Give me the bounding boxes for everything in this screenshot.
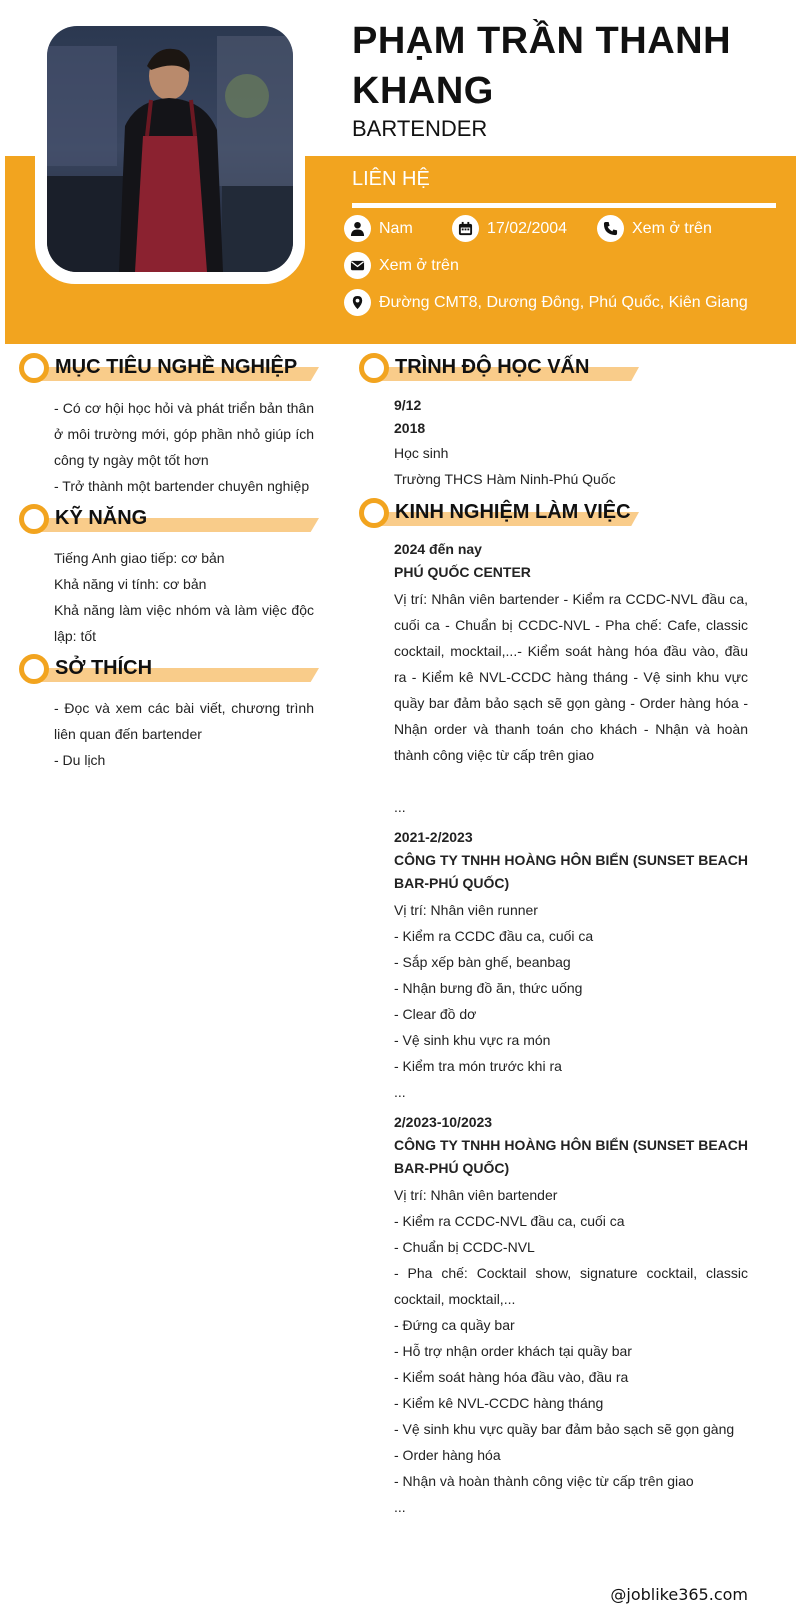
skills-content xyxy=(54,545,314,649)
profile-photo xyxy=(47,26,293,272)
birthday-value: 17/02/2004 xyxy=(487,219,568,237)
education-year: 2018 xyxy=(394,420,426,436)
job-line: ... xyxy=(394,1499,406,1515)
user-icon xyxy=(344,215,371,242)
job-company: CÔNG TY TNHH HOÀNG HÔN BIỂN (SUNSET BEACH BAR-PHÚ QUỐC) xyxy=(394,852,748,891)
job-line xyxy=(394,768,748,794)
skill-item: Khả năng làm việc nhóm và làm việc độc lập: tốt xyxy=(54,602,314,644)
objective-line: - Có cơ hội học hỏi và phát triển bản thân ở môi trường mới, góp phần nhỏ giúp ích công ty ngày một tốt hơn xyxy=(54,400,314,468)
job-line: - Kiểm ra CCDC đầu ca, cuối ca xyxy=(394,928,594,944)
job-entry xyxy=(394,1111,748,1520)
contact-email xyxy=(344,252,459,279)
job-line: - Kiểm soát hàng hóa đầu vào, đầu ra xyxy=(394,1369,629,1385)
section-bullet-icon xyxy=(359,353,389,383)
section-bullet-icon xyxy=(359,498,389,528)
skill-item: Tiếng Anh giao tiếp: cơ bản xyxy=(54,550,225,566)
education-heading: TRÌNH ĐỘ HỌC VẤN xyxy=(395,356,590,378)
job-line: ... xyxy=(394,1084,406,1100)
contact-gender xyxy=(344,215,413,242)
job-line: - Hỗ trợ nhận order khách tại quầy bar xyxy=(394,1343,632,1359)
job-period: 2/2023-10/2023 xyxy=(394,1114,493,1130)
job-line: Vị trí: Nhân viên bartender - Kiểm ra CCDC-NVL đầu ca, cuối ca - Chuẩn bị CCDC-NVL - Pha chế: Cafe, classic cocktail, mocktail,...- Kiểm soát hàng hóa đầu vào, đầu ra - Kiểm kê NVL-CCDC hàng tháng - Vệ sinh khu vực quầy bar đảm bảo sạch sẽ gọn gàng - Order hàng hóa - Nhận order và thanh toán cho khách - Nhận và hoàn thành công việc từ cấp trên giao xyxy=(394,591,748,763)
objective-content xyxy=(54,395,314,499)
job-line: - Vệ sinh khu vực quầy bar đảm bảo sạch sẽ gọn gàng xyxy=(394,1421,735,1437)
section-bullet-icon xyxy=(19,654,49,684)
experience-heading: KINH NGHIỆM LÀM VIỆC xyxy=(395,501,631,523)
mail-icon xyxy=(344,252,371,279)
location-icon xyxy=(344,289,371,316)
education-grade: 9/12 xyxy=(394,397,422,413)
job-entry xyxy=(394,538,748,820)
calendar-icon xyxy=(452,215,479,242)
email-value: Xem ở trên xyxy=(379,256,459,274)
job-line: - Đứng ca quầy bar xyxy=(394,1317,515,1333)
education-role: Học sinh xyxy=(394,445,449,461)
job-line: - Clear đồ dơ xyxy=(394,1006,477,1022)
objective-line: - Trở thành một bartender chuyên nghiệp xyxy=(54,478,310,494)
section-bullet-icon xyxy=(19,504,49,534)
hobbies-section-header xyxy=(19,654,319,688)
address-value: Đường CMT8, Dương Đông, Phú Quốc, Kiên Giang xyxy=(379,293,748,311)
job-line: - Vệ sinh khu vực ra món xyxy=(394,1032,551,1048)
contact-birthday xyxy=(452,215,567,242)
hobby-item: - Đọc và xem các bài viết, chương trình liên quan đến bartender xyxy=(54,700,314,742)
hobby-item: - Du lịch xyxy=(54,752,106,768)
watermark: @joblike365.com xyxy=(610,1585,748,1604)
experience-section-header xyxy=(359,498,639,532)
phone-value: Xem ở trên xyxy=(632,219,712,237)
education-content xyxy=(394,394,748,492)
job-line: ... xyxy=(394,799,406,815)
job-line: - Pha chế: Cocktail show, signature cocktail, classic cocktail, mocktail,... xyxy=(394,1265,748,1307)
job-line: - Kiểm kê NVL-CCDC hàng tháng xyxy=(394,1395,604,1411)
contact-divider xyxy=(352,203,776,208)
contact-phone xyxy=(597,215,712,242)
job-line: - Order hàng hóa xyxy=(394,1447,501,1463)
candidate-name: PHẠM TRẦN THANH KHANG xyxy=(352,20,732,112)
job-line: - Nhận bưng đồ ăn, thức uống xyxy=(394,980,583,996)
job-line: - Kiểm ra CCDC-NVL đầu ca, cuối ca xyxy=(394,1213,625,1229)
profile-photo-frame xyxy=(35,14,305,284)
job-line: - Nhận và hoàn thành công việc từ cấp trên giao xyxy=(394,1473,694,1489)
job-line: - Chuẩn bị CCDC-NVL xyxy=(394,1239,535,1255)
education-section-header xyxy=(359,353,639,387)
hobbies-content xyxy=(54,695,314,773)
objective-section-header xyxy=(19,353,319,387)
hobbies-heading: SỞ THÍCH xyxy=(55,657,153,679)
job-line: - Kiểm tra món trước khi ra xyxy=(394,1058,562,1074)
job-period: 2024 đến nay xyxy=(394,541,482,557)
phone-icon xyxy=(597,215,624,242)
job-company: CÔNG TY TNHH HOÀNG HÔN BIỂN (SUNSET BEACH BAR-PHÚ QUỐC) xyxy=(394,1137,748,1176)
job-line: - Sắp xếp bàn ghế, beanbag xyxy=(394,954,571,970)
job-company: PHÚ QUỐC CENTER xyxy=(394,564,531,580)
section-bullet-icon xyxy=(19,353,49,383)
skills-heading: KỸ NĂNG xyxy=(55,507,148,529)
job-entry xyxy=(394,826,748,1105)
gender-value: Nam xyxy=(379,219,413,237)
job-period: 2021-2/2023 xyxy=(394,829,473,845)
skills-section-header xyxy=(19,504,319,538)
objective-heading: MỤC TIÊU NGHỀ NGHIỆP xyxy=(55,356,298,378)
contact-heading: LIÊN HỆ xyxy=(352,168,430,190)
job-title: BARTENDER xyxy=(352,116,488,141)
education-school: Trường THCS Hàm Ninh-Phú Quốc xyxy=(394,471,616,487)
job-line: Vị trí: Nhân viên runner xyxy=(394,902,538,918)
contact-address xyxy=(344,289,748,316)
job-line: Vị trí: Nhân viên bartender xyxy=(394,1187,558,1203)
skill-item: Khả năng vi tính: cơ bản xyxy=(54,576,207,592)
